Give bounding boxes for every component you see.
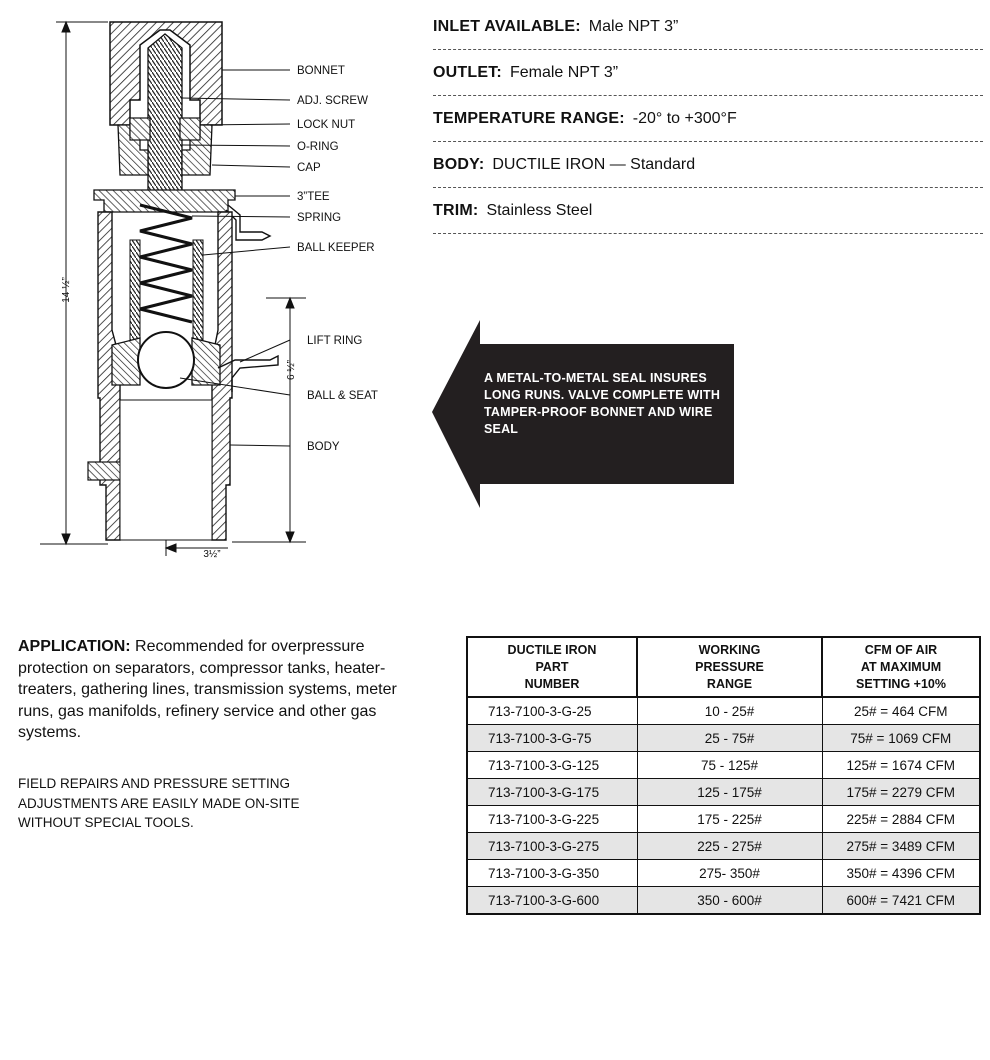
part-number-cell: 713-7100-3-G-175 [467, 779, 637, 806]
dim-lower-height: 6 ½” [286, 359, 297, 381]
spec-row-trim [433, 188, 983, 234]
cfm-cell: 175# = 2279 CFM [822, 779, 980, 806]
label-lift-ring: LIFT RING [307, 335, 363, 347]
callout-text: A METAL-TO-METAL SEAL INSURES LONG RUNS. VALVE COMPLETE WITH TAMPER-PROOF BONNET AND WIRE SEAL [484, 371, 721, 436]
pressure-range-cell: 175 - 225# [637, 806, 822, 833]
spec-value: Stainless Steel [486, 201, 593, 219]
table-row [467, 697, 980, 725]
pressure-range-cell: 25 - 75# [637, 725, 822, 752]
pressure-range-cell: 225 - 275# [637, 833, 822, 860]
application-paragraph [18, 636, 418, 744]
spec-key: INLET AVAILABLE: [433, 17, 581, 35]
cfm-cell: 25# = 464 CFM [822, 697, 980, 725]
pressure-range-cell: 350 - 600# [637, 887, 822, 915]
part-number-cell: 713-7100-3-G-25 [467, 697, 637, 725]
part-number-cell: 713-7100-3-G-275 [467, 833, 637, 860]
table-row [467, 779, 980, 806]
part-number-table [466, 636, 981, 915]
table-row [467, 860, 980, 887]
cfm-cell: 75# = 1069 CFM [822, 725, 980, 752]
header-cfm: CFM OF AIR AT MAXIMUM SETTING +10% [822, 637, 980, 697]
application-label: APPLICATION: [18, 638, 131, 655]
spec-key: TRIM: [433, 201, 479, 219]
dim-width: 3½” [203, 549, 221, 560]
part-number-cell: 713-7100-3-G-600 [467, 887, 637, 915]
spring-part [140, 205, 192, 322]
pressure-range-cell: 75 - 125# [637, 752, 822, 779]
table-row [467, 725, 980, 752]
table-row [467, 806, 980, 833]
adj-screw-part [148, 34, 182, 195]
spec-key: BODY: [433, 155, 485, 173]
label-lock-nut: LOCK NUT [297, 119, 356, 131]
header-pressure-range: WORKING PRESSURE RANGE [637, 637, 822, 697]
label-spring: SPRING [297, 212, 342, 224]
spec-value: Male NPT 3” [588, 17, 679, 35]
cfm-cell: 350# = 4396 CFM [822, 860, 980, 887]
part-number-cell: 713-7100-3-G-75 [467, 725, 637, 752]
spec-row-body [433, 142, 983, 188]
part-number-cell: 713-7100-3-G-225 [467, 806, 637, 833]
table-row [467, 833, 980, 860]
cfm-cell: 275# = 3489 CFM [822, 833, 980, 860]
application-text: Recommended for overpressure protection on separators, compressor tanks, heater-treaters, gathering lines, transmission systems, meter runs, gas manifolds, refinery service and other gas systems. [18, 638, 397, 741]
pressure-range-cell: 275- 350# [637, 860, 822, 887]
label-body: BODY [307, 441, 340, 453]
spec-row-inlet [433, 4, 983, 50]
label-tee: 3”TEE [297, 191, 330, 203]
dim-overall-height: 14 ½” [61, 277, 72, 303]
table-header-row [467, 637, 980, 697]
table-row [467, 752, 980, 779]
label-bonnet: BONNET [297, 65, 345, 77]
cfm-cell: 225# = 2884 CFM [822, 806, 980, 833]
spec-value: DUCTILE IRON — Standard [492, 155, 696, 173]
label-adj-screw: ADJ. SCREW [297, 95, 368, 107]
ball-seat-part [112, 332, 220, 388]
spec-key: OUTLET: [433, 63, 502, 81]
cfm-cell: 125# = 1674 CFM [822, 752, 980, 779]
label-cap: CAP [297, 162, 321, 174]
spec-row-outlet [433, 50, 983, 96]
header-part-number: DUCTILE IRON PART NUMBER [467, 637, 637, 697]
label-ball-keeper: BALL KEEPER [297, 242, 375, 254]
field-note: FIELD REPAIRS AND PRESSURE SETTING ADJUSTMENTS ARE EASILY MADE ON-SITE WITHOUT SPECIAL TOOLS. [18, 776, 300, 830]
valve-cross-section-diagram [0, 0, 420, 580]
cfm-cell: 600# = 7421 CFM [822, 887, 980, 915]
label-ball-seat: BALL & SEAT [307, 390, 378, 402]
spec-list [433, 4, 983, 234]
part-number-cell: 713-7100-3-G-350 [467, 860, 637, 887]
table-row [467, 887, 980, 915]
pressure-range-cell: 10 - 25# [637, 697, 822, 725]
spec-value: -20° to +300°F [632, 109, 737, 127]
label-o-ring: O-RING [297, 141, 339, 153]
spec-value: Female NPT 3” [509, 63, 619, 81]
pressure-range-cell: 125 - 175# [637, 779, 822, 806]
spec-row-temperature [433, 96, 983, 142]
spec-key: TEMPERATURE RANGE: [433, 109, 625, 127]
part-number-cell: 713-7100-3-G-125 [467, 752, 637, 779]
callout-arrow [432, 320, 737, 508]
